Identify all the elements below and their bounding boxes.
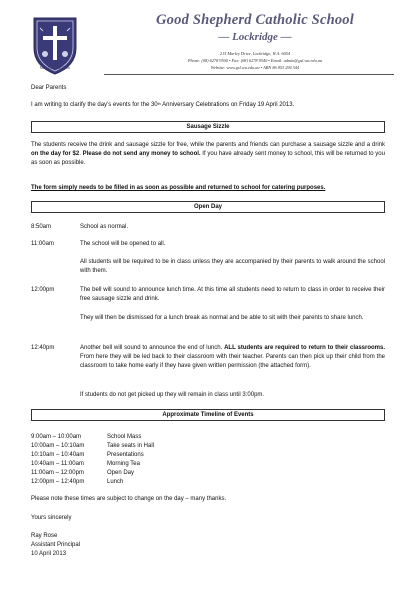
signatory-name: Ray Rose <box>31 533 58 539</box>
intro-superscript: th <box>157 102 161 106</box>
sizzle-price: on the day for $2 <box>31 151 80 158</box>
letterhead-divider <box>104 74 394 75</box>
timeline-heading: Approximate Timeline of Events <box>31 409 385 421</box>
open-day-time: 11:00am <box>31 241 54 247</box>
timeline-event: Open Day <box>107 470 135 476</box>
sign-off: Yours sincerely <box>31 515 72 521</box>
school-locale: — Lockridge — <box>218 31 292 43</box>
timeline-time: 10:10am – 10:40am <box>31 452 85 458</box>
lunch-end-rest: From here they will be led back to their classroom with their teacher. Parents can then pick up their child from the classroom to take home early if they have given written permission (the attached form). <box>80 354 385 370</box>
timeline-event: School Mass <box>107 434 142 440</box>
school-name: Good Shepherd Catholic School <box>156 12 354 28</box>
timeline-time: 9:00am – 10:00am <box>31 434 82 440</box>
open-day-text: The bell will sound to announce lunch time. At this time all students need to return to class in order to receive their free sausage sizzle and drink. <box>80 287 385 303</box>
sizzle-text-mid: . <box>79 151 83 158</box>
open-day-text: The school will be opened to all. <box>80 241 166 247</box>
timeline-time: 12:00pm – 12:40pm <box>31 479 85 485</box>
school-contact: Phone: (08) 6278 9500 • Fax: (08) 6278 9540 • Email: admin@gsl.wa.edu.au <box>187 58 323 63</box>
open-day-time: 12:00pm <box>31 287 55 293</box>
school-address: 215 Morley Drive, Lockridge, W.A. 6054 <box>219 51 291 56</box>
open-day-text: If students do not get picked up they will remain in class until 3:00pm. <box>80 392 265 398</box>
open-day-heading: Open Day <box>31 201 385 213</box>
intro-text-start: I am writing to clarify the day’s events for the 30 <box>31 102 158 108</box>
school-website: Website: www.gsl.wa.edu.au • ABN 86 853 294 544 <box>210 65 300 70</box>
intro-paragraph <box>31 101 294 110</box>
closing-note: Please note these times are subject to change on the day – many thanks. <box>31 496 227 502</box>
timeline-time: 10:00am – 10:10am <box>31 443 85 449</box>
open-day-time: 8:50am <box>31 224 52 230</box>
lunch-end-text: Another bell will sound to announce the end of lunch. <box>80 345 225 351</box>
salutation: Dear Parents <box>31 85 67 91</box>
sausage-sizzle-paragraph <box>31 141 385 168</box>
sizzle-text-start: The students receive the drink and sausage sizzle for free, while the parents and friends can purchase a sausage sizzle and a drink <box>31 142 385 148</box>
lunch-end-bold: ALL students are required to return to their classrooms. <box>224 345 386 351</box>
sizzle-text-end: If you have already sent money to school, this will be returned to you as soon as possible. <box>31 151 385 167</box>
intro-text-end: Anniversary Celebrations on Friday 19 April 2013. <box>160 102 295 108</box>
timeline-event: Presentations <box>107 452 144 458</box>
crest-motto: Most Life, Our Spirit <box>39 66 71 70</box>
timeline-time: 10:40am – 11:00am <box>31 461 84 467</box>
timeline-event: Morning Tea <box>107 461 140 467</box>
open-day-text: All students will be required to be in class unless they are accompanied by their parents to walk around the school with them. <box>80 259 385 275</box>
open-day-text: School as normal. <box>80 224 129 230</box>
timeline-event: Lunch <box>107 479 124 485</box>
signatory-title: Assistant Principal <box>31 542 81 548</box>
letter-date: 10 April 2013 <box>31 551 67 557</box>
open-day-text <box>80 344 385 371</box>
form-note: The form simply needs to be filled in as soon as possible and returned to school for catering purposes. <box>31 185 326 191</box>
sizzle-money-note: Please do not send any money to school. <box>82 151 201 158</box>
sausage-sizzle-heading: Sausage Sizzle <box>31 121 385 133</box>
open-day-text: They will then be dismissed for a lunch break as normal and be able to sit with their parents to share lunch. <box>80 315 364 321</box>
open-day-time: 12:40pm <box>31 345 55 351</box>
timeline-event: Take seats in Hall <box>107 443 155 449</box>
timeline-time: 11:00am – 12:00pm <box>31 470 84 476</box>
